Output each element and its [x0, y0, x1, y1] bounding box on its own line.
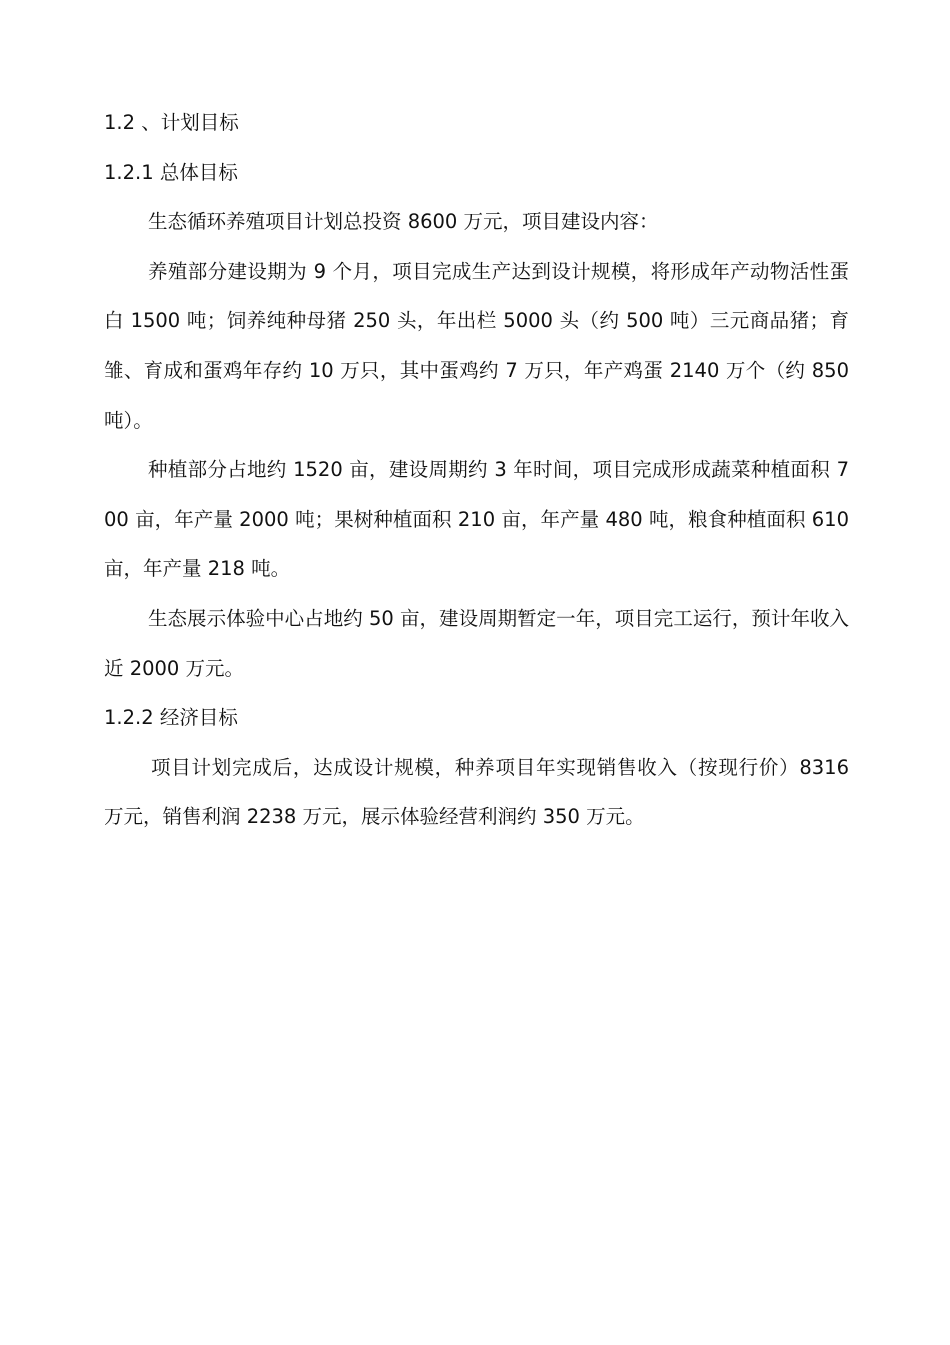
paragraph-planting: 种植部分占地约 1520 亩，建设周期约 3 年时间，项目完成形成蔬菜种植面积 700 亩，年产量 2000 吨；果树种植面积 210 亩，年产量 480 吨，粮食种植面积 610 亩，年产量 218 吨。 [104, 458, 849, 581]
document-body [104, 98, 849, 842]
section-heading: 1.2 、计划目标 [104, 111, 239, 134]
paragraph-economic-targets: 项目计划完成后，达成设计规模，种养项目年实现销售收入（按现行价）8316 万元，销售利润 2238 万元，展示体验经营利润约 350 万元。 [104, 755, 849, 829]
paragraph-total-investment: 生态循环养殖项目计划总投资 8600 万元，项目建设内容： [148, 210, 659, 234]
subsection-heading-economic-goals: 1.2.2 经济目标 [104, 706, 238, 730]
paragraph-exhibition-center: 生态展示体验中心占地约 50 亩，建设周期暂定一年，项目完工运行，预计年收入近 2000 万元。 [104, 606, 849, 680]
paragraph-breeding: 养殖部分建设期为 9 个月，项目完成生产达到设计规模，将形成年产动物活性蛋白 1500 吨；饲养纯种母猪 250 头，年出栏 5000 头（约 500 吨）三元商品猪；育雏、育成和蛋鸡年存约 10 万只，其中蛋鸡约 7 万只，年产鸡蛋 2140 万个（约 850 吨）。 [104, 259, 849, 432]
subsection-heading-overall-goals: 1.2.1 总体目标 [104, 160, 238, 184]
